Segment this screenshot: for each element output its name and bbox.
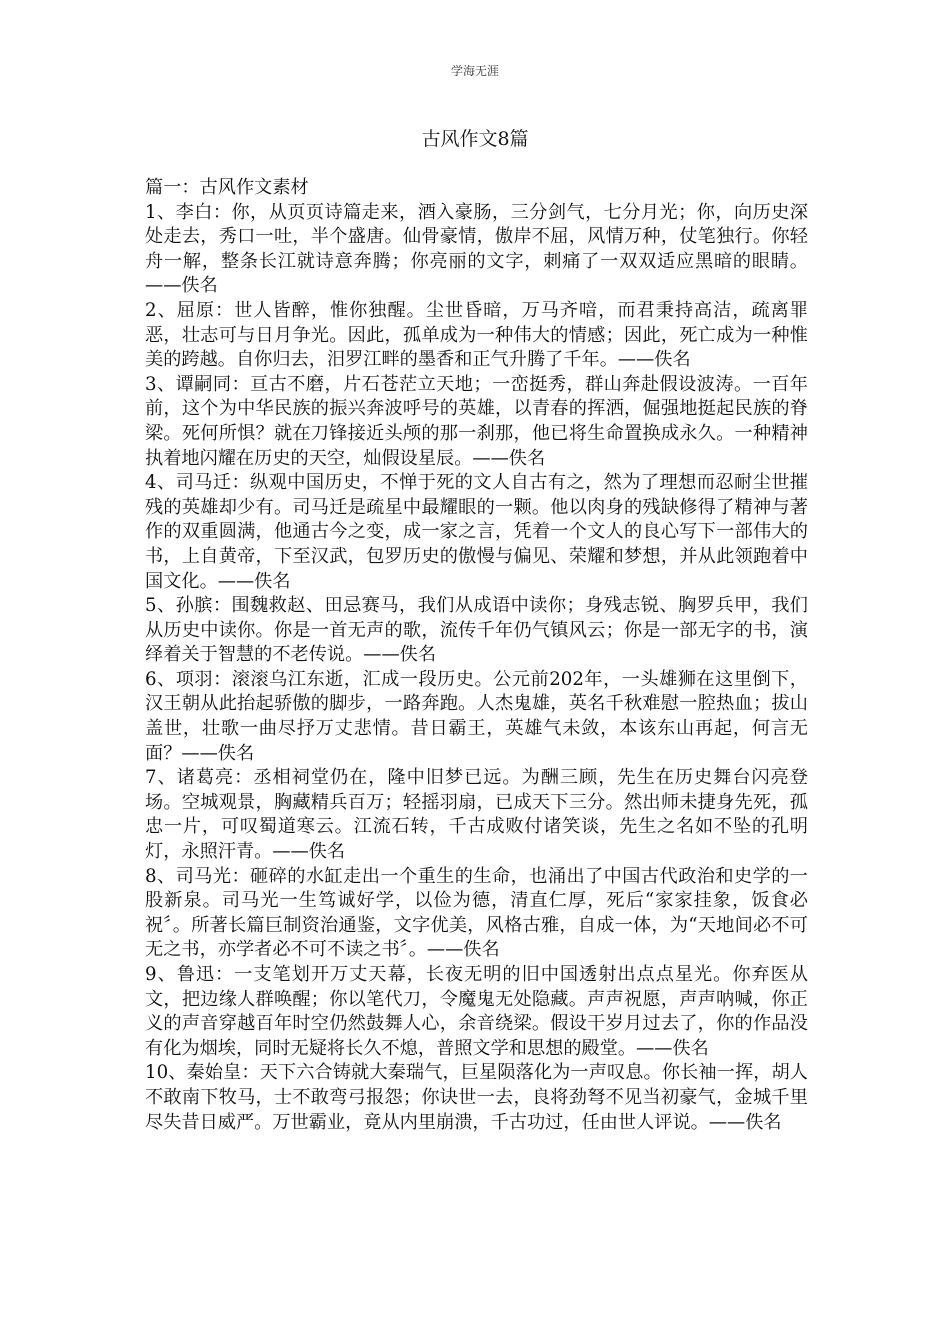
document-body bbox=[145, 176, 808, 1135]
entry-xiang-yu: 6、项羽：滚滚乌江东逝，汇成一段历史。公元前202年，一头雄狮在这里倒下，汉王朝从此抬起骄傲的脚步，一路奔跑。人杰鬼雄，英名千秋难慰一腔热血；拔山盖世，壮歌一曲尽抒万丈悲情。昔日霸王，英雄气未敛，本该东山再起，何言无面？——佚名 bbox=[145, 668, 808, 764]
entry-lu-xun: 9、鲁迅：一支笔划开万丈天幕，长夜无明的旧中国透射出点点星光。你弃医从文，把边缘人群唤醒；你以笔代刀，令魔鬼无处隐藏。声声祝愿，声声呐喊，你正义的声音穿越百年时空仍然鼓舞人心，余音绕梁。假设干岁月过去了，你的作品没有化为烟埃，同时无疑将长久不熄，普照文学和思想的殿堂。——佚名 bbox=[145, 964, 808, 1059]
entry-sima-guang: 8、司马光：砸碎的水缸走出一个重生的生命，也涌出了中国古代政治和史学的一股新泉。司马光一生笃诚好学，以俭为德，清直仁厚，死后“家家挂象，饭食必祝〞。所著长篇巨制资治通鉴，文字优美，风格古雅，自成一体，为“天地间必不可无之书，亦学者必不可不读之书〞。——佚名 bbox=[145, 865, 808, 961]
entry-tan-sitong: 3、谭嗣同：亘古不磨，片石苍茫立天地；一峦挺秀，群山奔赴假设波涛。一百年前，这个为中华民族的振兴奔波呼号的英雄，以青春的挥洒，倔强地挺起民族的脊梁。死何所惧？就在刀锋接近头颅的那一刹那，他已将生命置换成永久。一种精神执着地闪耀在历史的天空，灿假设星辰。——佚名 bbox=[145, 373, 808, 469]
document-title: 古风作文8篇 bbox=[421, 128, 529, 150]
entry-qu-yuan: 2、屈原：世人皆醉，惟你独醒。尘世昏暗，万马齐喑，而君秉持高洁，疏离罪恶，壮志可与日月争光。因此，孤单成为一种伟大的情感；因此，死亡成为一种惟美的跨越。自你归去，汨罗江畔的墨香和正气升腾了千年。——佚名 bbox=[145, 299, 808, 371]
entry-zhuge-liang: 7、诸葛亮：丞相祠堂仍在，隆中旧梦已远。为酬三顾，先生在历史舞台闪亮登场。空城观景，胸藏精兵百万；轻摇羽扇，已成天下三分。然出师未捷身先死，孤忠一片，可叹蜀道寒云。江流石转，千古成败付诸笑谈，先生之名如不坠的孔明灯，永照汗青。——佚名 bbox=[145, 767, 808, 863]
entry-li-bai: 1、李白：你，从页页诗篇走来，酒入豪肠，三分剑气，七分月光；你，向历史深处走去，秀口一吐，半个盛唐。仙骨豪情，傲岸不屈，风情万种，仗笔独行。你轻舟一解，整条长江就诗意奔腾；你亮丽的文字，刺痛了一双双适应黑暗的眼睛。——佚名 bbox=[145, 201, 808, 297]
section-heading: 篇一：古风作文素材 bbox=[145, 177, 309, 198]
page-header: 学海无涯 bbox=[450, 64, 499, 78]
entry-sima-qian: 4、司马迁：纵观中国历史，不惮于死的文人自古有之，然为了理想而忍耐尘世摧残的英雄却少有。司马迁是疏星中最耀眼的一颗。他以肉身的残缺修得了精神与著作的双重圆满，他通古今之变，成一家之言，凭着一个文人的良心写下一部伟大的书，上自黄帝，下至汉武，包罗历史的傲慢与偏见、荣耀和梦想，并从此领跑着中国文化。——佚名 bbox=[145, 472, 808, 592]
entry-sun-bin: 5、孙膑：围魏救赵、田忌赛马，我们从成语中读你；身残志锐、胸罗兵甲，我们从历史中读你。你是一首无声的歌，流传千年仍气镇风云；你是一部无字的书，演绎着关于智慧的不老传说。——佚名 bbox=[145, 595, 808, 666]
entry-qin-shihuang: 10、秦始皇：天下六合铸就大秦瑞气，巨星陨落化为一声叹息。你长袖一挥，胡人不敢南下牧马，士不敢弯弓报怨；你诀世一去，良将劲弩不见当初豪气，金城千里尽失昔日威严。万世霸业，竟从内里崩溃，千古功过，任由世人评说。——佚名 bbox=[145, 1062, 808, 1133]
